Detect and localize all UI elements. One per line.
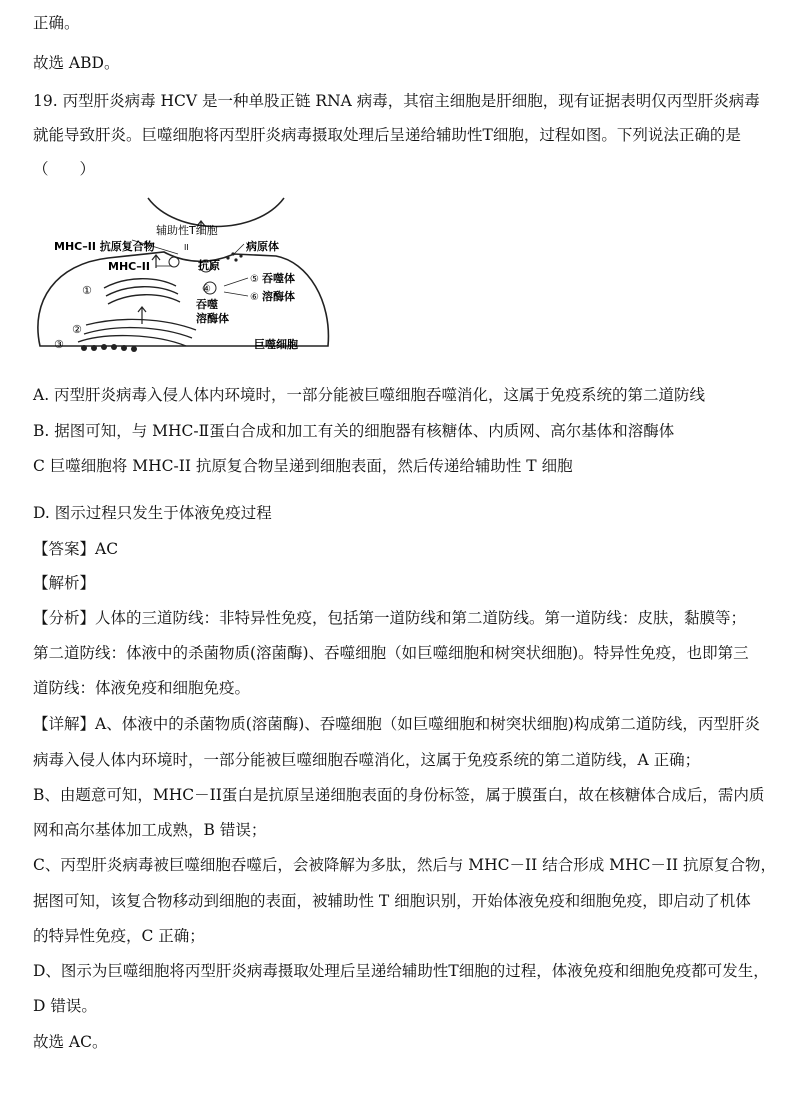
- option-d: D. 图示过程只发生于体液免疫过程: [33, 504, 272, 522]
- label-phagolysosome-2: 溶酶体: [196, 312, 229, 325]
- label-pathogen: 病原体: [246, 240, 279, 253]
- label-antigen: 抗原: [198, 259, 220, 272]
- analysis-line: D、图示为巨噬细胞将丙型肝炎病毒摄取处理后呈递给辅助性T细胞的过程，体液免疫和细胞免疫都可发生，: [33, 962, 769, 980]
- analysis-title: 【解析】: [33, 574, 96, 592]
- mhc-vesicle: [169, 257, 179, 267]
- label-roman-ii: II: [184, 243, 189, 252]
- analysis-line: 网和高尔基体加工成熟，B 错误；: [33, 821, 267, 839]
- analysis-line: B、由题意可知，MHC－II蛋白是抗原呈递细胞表面的身份标签，属于膜蛋白，故在核糖体合成后，需内质: [33, 786, 765, 804]
- analysis-line: 的特异性免疫，C 正确；: [33, 927, 205, 945]
- answer-blank: （ ）: [33, 160, 96, 178]
- label-helper-t-cell: 辅助性T细胞: [156, 224, 218, 237]
- label-num-2: ②: [72, 323, 82, 336]
- text-line: 正确。: [33, 14, 80, 32]
- label-phagosome: 吞噬体: [262, 272, 295, 285]
- helper-t-cell-outline: [148, 198, 284, 227]
- label-phagolysosome-1: 吞噬: [196, 298, 218, 311]
- macrophage-diagram: [36, 196, 336, 366]
- label-macrophage: 巨噬细胞: [254, 338, 298, 351]
- label-num-3: ③: [54, 338, 64, 351]
- er-strands: [78, 319, 196, 346]
- analysis-line: 病毒入侵人体内环境时，一部分能被巨噬细胞吞噬消化，这属于免疫系统的第二道防线，A 正确；: [33, 751, 701, 769]
- question-stem: 19. 丙型肝炎病毒 HCV 是一种单股正链 RNA 病毒，其宿主细胞是肝细胞，现有证据表明仅丙型肝炎病毒: [33, 92, 760, 110]
- golgi-apparatus: [104, 279, 180, 304]
- analysis-line: 【详解】A、体液中的杀菌物质(溶菌酶)、吞噬细胞（如巨噬细胞和树突状细胞)构成第二道防线，丙型肝炎: [33, 715, 760, 733]
- label-num-1: ①: [82, 284, 92, 297]
- label-lysosome: 溶酶体: [262, 290, 295, 303]
- option-b: B. 据图可知，与 MHC-Ⅱ蛋白合成和加工有关的细胞器有核糖体、内质网、高尔基体和溶酶体: [33, 422, 675, 440]
- answer: 【答案】AC: [33, 540, 119, 558]
- text-line: 故选 ABD。: [33, 54, 120, 72]
- analysis-line: 第二道防线：体液中的杀菌物质(溶菌酶)、吞噬细胞（如巨噬细胞和树突状细胞)。特异性免疫，也即第三: [33, 644, 749, 662]
- analysis-line: 据图可知，该复合物移动到细胞的表面，被辅助性 T 细胞识别，开始体液免疫和细胞免疫，即启动了机体: [33, 892, 751, 910]
- option-c: C 巨噬细胞将 MHC-II 抗原复合物呈递到细胞表面，然后传递给辅助性 T 细胞: [33, 457, 573, 475]
- label-num-4: ④: [202, 284, 211, 295]
- question-stem: 就能导致肝炎。巨噬细胞将丙型肝炎病毒摄取处理后呈递给辅助性T细胞，过程如图。下列说法正确的是: [33, 126, 741, 144]
- analysis-line: 故选 AC。: [33, 1033, 108, 1051]
- analysis-line: D 错误。: [33, 997, 97, 1015]
- label-mhc-complex: MHC–II 抗原复合物: [54, 240, 155, 253]
- label-mhc-ii: MHC–II: [108, 260, 150, 273]
- option-a: A. 丙型肝炎病毒入侵人体内环境时，一部分能被巨噬细胞吞噬消化，这属于免疫系统的第二道防线: [33, 386, 706, 404]
- analysis-line: C、丙型肝炎病毒被巨噬细胞吞噬后，会被降解为多肽，然后与 MHC－II 结合形成 MHC－II 抗原复合物，: [33, 856, 777, 874]
- analysis-line: 【分析】人体的三道防线：非特异性免疫，包括第一道防线和第二道防线。第一道防线：皮肤，黏膜等；: [33, 609, 747, 627]
- label-num-5: ⑤: [250, 274, 259, 285]
- analysis-line: 道防线：体液免疫和细胞免疫。: [33, 679, 251, 697]
- label-num-6: ⑥: [250, 292, 259, 303]
